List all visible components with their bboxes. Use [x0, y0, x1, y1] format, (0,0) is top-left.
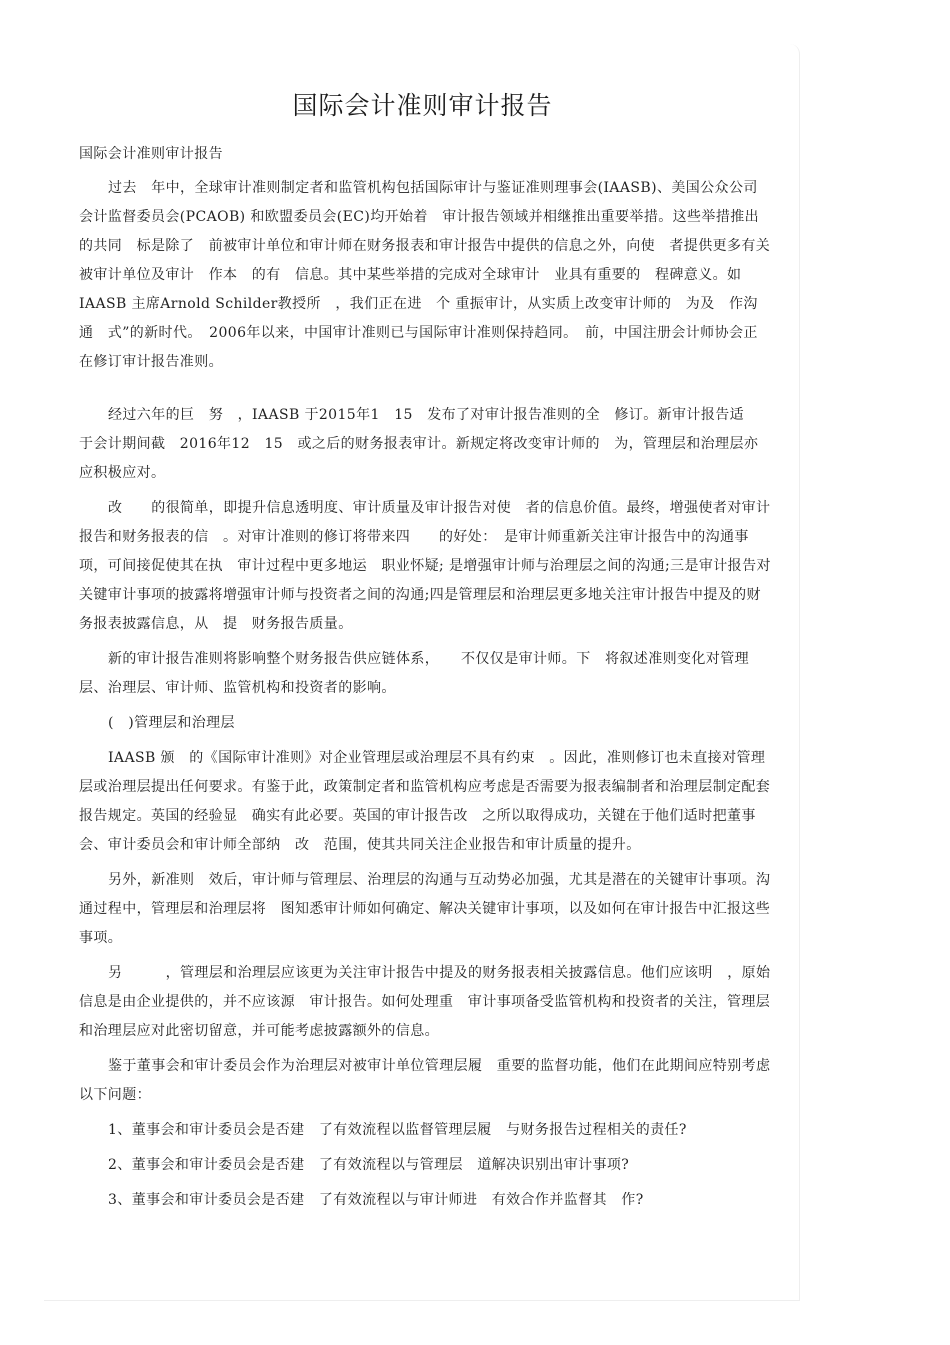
paragraph-disclosure: 另 ，管理层和治理层应该更为关注审计报告中提及的财务报表相关披露信息。他们应该明 ，原始信息是由企业提供的，并不应该源 审计报告。如何处理重 审计事项备受监管机构和投资者的关注，管理层和治理层应对此密切留意，并可能考虑披露额外的信息。 [79, 965, 771, 1039]
paragraph-iaasb-standards: IAASB 颁 的《国际审计准则》对企业管理层或治理层不具有约束 。因此，准则修订也未直接对管理层或治理层提出任何要求。有鉴于此，政策制定者和监管机构应考虑是否需要为报表编制者和治理层制定配套报告规定。英国的经验显 确实有此必要。英国的审计报告改 之所以取得成功，关键在于他们适时把董事会、审计委员会和审计师全部纳 改 范围，使其共同关注企业报告和审计质量的提升。 [79, 750, 771, 853]
document-body [79, 140, 771, 1215]
paragraph-board-oversight: 鉴于董事会和审计委员会作为治理层对被审计单位管理层履 重要的监督功能，他们在此期间应特别考虑以下问题： [79, 1058, 771, 1103]
section-heading-management: ( )管理层和治理层 [108, 715, 235, 731]
document-subtitle: 国际会计准则审计报告 [79, 146, 223, 162]
list-item-1: 1、董事会和审计委员会是否建 了有效流程以监督管理层履 与财务报告过程相关的责任? [108, 1122, 687, 1138]
paragraph-intro: 过去 年中，全球审计准则制定者和监管机构包括国际审计与鉴证准则理事会(IAASB)、美国公众公司会计监督委员会(PCAOB) 和欧盟委员会(EC)均开始着 审计报告领域并相继推出重要举措。这些举措推出的共同 标是除了 前被审计单位和审计师在财务报表和审计报告中提供的信息之外，向使 者提供更多有关被审计单位及审计 作本 的有 信息。其中某些举措的完成对全球审计 业具有重要的 程碑意义。如IAASB 主席Arnold Schilder教授所 ，我们正在进 个 重振审计，从实质上改变审计师的 为及 作沟通 式”的新时代。 2006年以来，中国审计准则已与国际审计准则保持趋同。 前，中国注册会计师协会正在修订审计报告准则。 [79, 180, 771, 370]
paragraph-impact: 新的审计报告准则将影响整个财务报告供应链体系， 不仅仅是审计师。下 将叙述准则变化对管理层、治理层、审计师、监管机构和投资者的影响。 [79, 651, 749, 696]
list-item-2: 2、董事会和审计委员会是否建 了有效流程以与管理层 道解决识别出审计事项? [108, 1157, 630, 1173]
paragraph-revision: 经过六年的巨 努 ，IAASB 于2015年1 15 发布了对审计报告准则的全 修订。新审计报告适 于会计期间截 2016年12 15 或之后的财务报表审计。新规定将改变审计师的 为，管理层和治理层亦应积极应对。 [79, 407, 759, 481]
document-title: 国际会计准则审计报告 [292, 91, 553, 120]
list-item-3: 3、董事会和审计委员会是否建 了有效流程以与审计师进 有效合作并监督其 作? [108, 1192, 644, 1208]
paragraph-communication: 另外，新准则 效后，审计师与管理层、治理层的沟通与互动势必加强，尤其是潜在的关键审计事项。沟通过程中，管理层和治理层将 图知悉审计师如何确定、解决关键审计事项，以及如何在审计报告中汇报这些事项。 [79, 872, 771, 946]
paragraph-benefits: 改 的很简单，即提升信息透明度、审计质量及审计报告对使 者的信息价值。最终，增强使者对审计报告和财务报表的信 。对审计准则的修订将带来四 的好处： 是审计师重新关注审计报告中的沟通事项，可间接促使其在执 审计过程中更多地运 职业怀疑; 是增强审计师与治理层之间的沟通;三是审计报告对关键审计事项的披露将增强审计师与投资者之间的沟通;四是管理层和治理层更多地关注审计报告中提及的财务报表披露信息，从 提 财务报告质量。 [79, 500, 771, 632]
